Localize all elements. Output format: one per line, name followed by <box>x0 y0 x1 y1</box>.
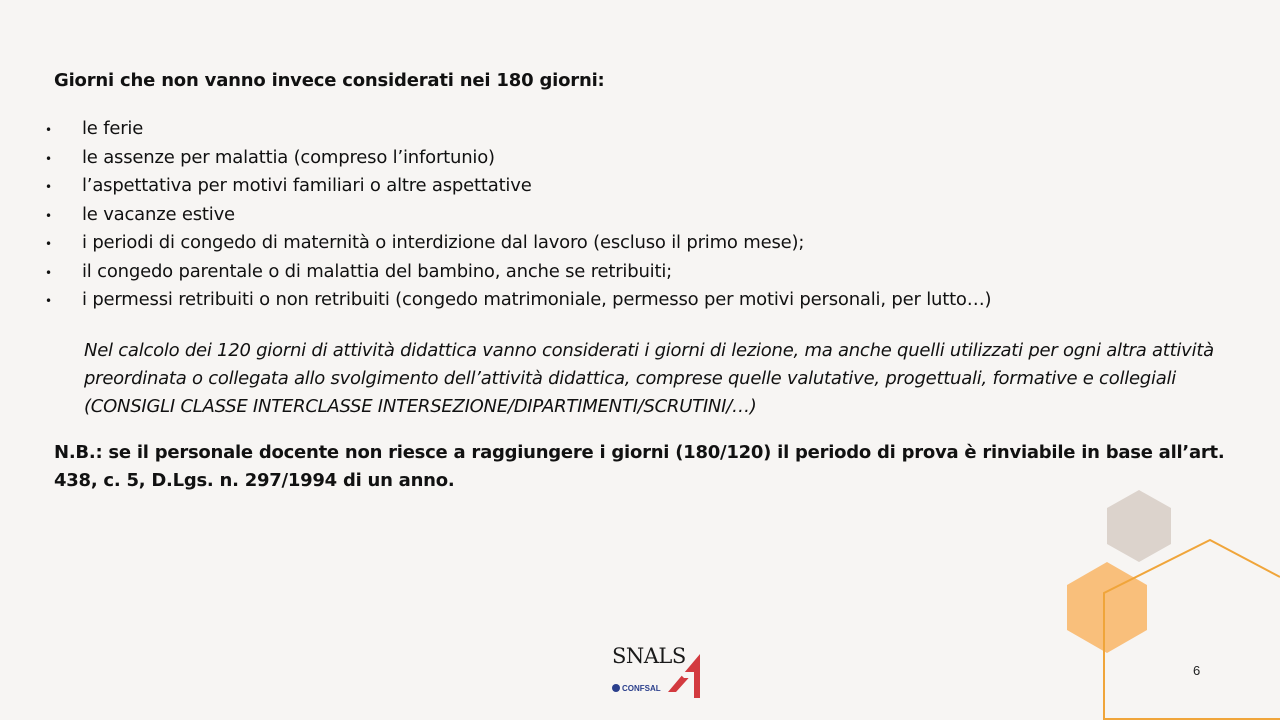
list-item: • le vacanze estive <box>40 201 1220 230</box>
list-item: • i permessi retribuiti o non retribuiti (congedo matrimoniale, permesso per motivi personali, per lutto…) <box>40 286 1220 315</box>
slide-heading: Giorni che non vanno invece considerati nei 180 giorni: <box>54 70 605 91</box>
bullet-dot: • <box>45 237 52 251</box>
list-item: • le assenze per malattia (compreso l’infortunio) <box>40 144 1220 173</box>
italic-note: Nel calcolo dei 120 giorni di attività didattica vanno considerati i giorni di lezione, ma anche quelli utilizzati per ogni altra attività preordinata o collegata allo svolgimento dell’attività didattica, comprese quelle valutative, progettuali, formative e collegiali (CONSIGLI CLASSE INTERCLASSE INTERSEZIONE/DIPARTIMENTI/SCRUTINI/…) <box>84 340 1214 417</box>
bullet-dot: • <box>45 151 52 166</box>
gray-hexagon <box>1107 490 1171 562</box>
snals-logo <box>606 642 710 700</box>
page-number: 6 <box>1193 663 1201 678</box>
bullet-dot: • <box>45 294 52 308</box>
logo-sub: CONFSAL <box>622 684 661 693</box>
confsal-icon <box>612 684 620 692</box>
bullet-list <box>40 115 1220 315</box>
list-item: • le ferie <box>40 115 1220 144</box>
list-item: • l’aspettativa per motivi familiari o altre aspettative <box>40 172 1220 201</box>
logo-name: SNALS <box>612 644 686 668</box>
bullet-dot: • <box>45 180 52 194</box>
snals-logo-mark <box>658 648 708 698</box>
outline-hexagon <box>1104 540 1280 720</box>
list-item: • il congedo parentale o di malattia del bambino, anche se retribuiti; <box>40 258 1220 287</box>
bullet-dot: • <box>45 265 52 280</box>
bullet-dot: • <box>45 208 52 223</box>
list-item: • i periodi di congedo di maternità o interdizione dal lavoro (escluso il primo mese); <box>40 229 1220 258</box>
bullet-dot: • <box>45 123 52 137</box>
orange-hexagon <box>1067 562 1147 653</box>
nb-note: N.B.: se il personale docente non riesce a raggiungere i giorni (180/120) il periodo di prova è rinviabile in base all’art. 438, c. 5, D.Lgs. n. 297/1994 di un anno. <box>54 442 1225 491</box>
